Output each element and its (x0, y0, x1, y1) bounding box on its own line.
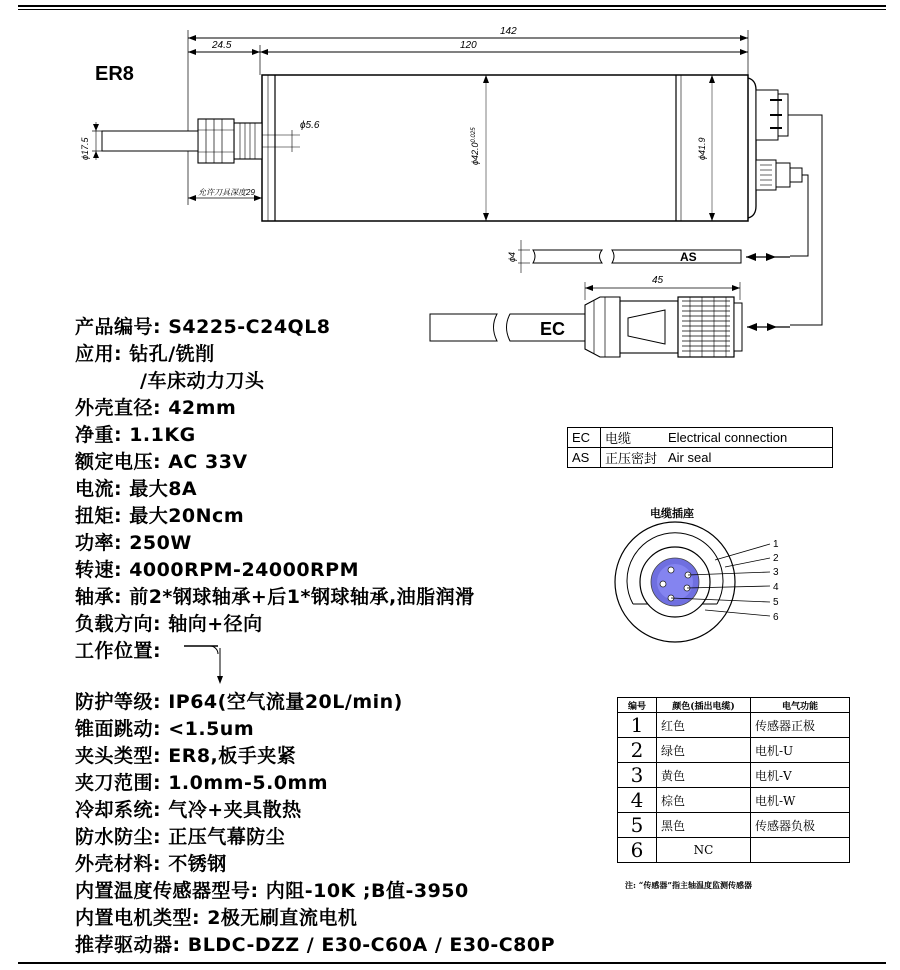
pin-color: 黑色 (657, 813, 751, 838)
dim-body-dia: $\phi 42.0^{0.025}$ (470, 127, 480, 165)
ec-label: EC (540, 319, 566, 339)
dim-left: 24.5 (212, 40, 232, 51)
pin-num: 3 (618, 763, 657, 788)
table-row (618, 788, 850, 813)
spec-line: 净重: 1.1KG (75, 424, 196, 446)
spec-line: 产品编号: S4225-C24QL8 (75, 316, 331, 338)
spec-line: 冷却系统: 气冷+夹具散热 (75, 799, 302, 821)
spec-line: 转速: 4000RPM-24000RPM (75, 559, 360, 581)
dim-shaft-dia: ϕ17.5 (80, 137, 90, 160)
dim-collet-dia: ϕ5.6 (300, 120, 320, 131)
header-func: 电气功能 (751, 698, 850, 713)
spec-line: 推荐驱动器: BLDC-DZZ / E30-C60A / E30-C80P (75, 934, 556, 956)
legend-en: Electrical connection (664, 428, 833, 448)
dim-body: 120 (460, 40, 477, 51)
socket-pin-label: 5 (773, 597, 779, 608)
socket-pin-label: 3 (773, 567, 779, 578)
pin-table-note: 注: “传感器”指主轴温度监测传感器 (625, 880, 752, 890)
pin-color: 绿色 (657, 738, 751, 763)
socket-title: 电缆插座 (650, 507, 694, 520)
spec-line: 电流: 最大8A (75, 478, 198, 500)
pin-num: 1 (618, 713, 657, 738)
spec-line: 轴承: 前2*钢球轴承+后1*钢球轴承,油脂润滑 (75, 586, 475, 608)
socket-pin-label: 2 (773, 553, 779, 564)
model-label: ER8 (95, 63, 134, 85)
pin-func: 电机-V (751, 763, 850, 788)
table-row (618, 763, 850, 788)
spec-line: 锥面跳动: <1.5um (75, 718, 255, 740)
pin-color: 红色 (657, 713, 751, 738)
pin-color: NC (657, 838, 751, 863)
spec-line: 工作位置: (75, 640, 162, 662)
work-position-icon (180, 640, 230, 690)
pin-num: 5 (618, 813, 657, 838)
legend-en: Air seal (664, 448, 833, 468)
spec-line: 夹刀范围: 1.0mm-5.0mm (75, 772, 329, 794)
spec-line: 应用: 钻孔/铣削 (75, 343, 215, 365)
table-row (618, 713, 850, 738)
pin-func (751, 838, 850, 863)
spec-line: 外壳直径: 42mm (75, 397, 237, 419)
dim-cable-dia: ϕ4 (507, 251, 517, 262)
spec-line: 防水防尘: 正压气幕防尘 (75, 826, 286, 848)
socket-pin-label: 4 (773, 582, 779, 593)
spec-line: 额定电压: AC 33V (75, 451, 248, 473)
dim-conn-len: 45 (652, 275, 664, 286)
header-num: 编号 (618, 698, 657, 713)
spec-line: /车床动力刀头 (140, 370, 265, 392)
legend-code: AS (568, 448, 601, 468)
pin-color: 黄色 (657, 763, 751, 788)
spec-line: 负载方向: 轴向+径向 (75, 613, 263, 635)
socket-pin-label: 6 (773, 612, 779, 623)
dim-tool-depth: 允许刀具深度29 (198, 188, 255, 197)
spec-line: 防护等级: IP64(空气流量20L/min) (75, 691, 403, 713)
pin-func: 传感器正极 (751, 713, 850, 738)
legend-cn: 正压密封 (601, 448, 665, 468)
socket-diagram (605, 520, 805, 650)
spec-line: 内置电机类型: 2极无刷直流电机 (75, 907, 358, 929)
dim-rear-dia: ϕ41.9 (697, 137, 707, 160)
as-label: AS (680, 250, 697, 264)
legend-row (568, 448, 833, 468)
pin-func: 传感器负极 (751, 813, 850, 838)
spec-line: 外壳材料: 不锈钢 (75, 853, 227, 875)
pin-table-header (618, 698, 850, 713)
legend-cn: 电缆 (601, 428, 665, 448)
header-color: 颜色(插出电缆) (657, 698, 751, 713)
legend-code: EC (568, 428, 601, 448)
spec-line: 夹头类型: ER8,板手夹紧 (75, 745, 297, 767)
table-row (618, 813, 850, 838)
legend-row (568, 428, 833, 448)
table-row (618, 738, 850, 763)
socket-pin-label: 1 (773, 539, 779, 550)
bottom-border (18, 962, 886, 964)
dim-total: 142 (500, 26, 517, 37)
legend-table (567, 427, 833, 468)
pin-color: 棕色 (657, 788, 751, 813)
pin-num: 2 (618, 738, 657, 763)
pin-table (617, 697, 850, 863)
spec-line: 扭矩: 最大20Ncm (75, 505, 245, 527)
pin-num: 6 (618, 838, 657, 863)
pin-num: 4 (618, 788, 657, 813)
spec-line: 内置温度传感器型号: 内阻-10K ;B值-3950 (75, 880, 469, 902)
spec-line: 功率: 250W (75, 532, 192, 554)
pin-func: 电机-U (751, 738, 850, 763)
table-row (618, 838, 850, 863)
pin-func: 电机-W (751, 788, 850, 813)
